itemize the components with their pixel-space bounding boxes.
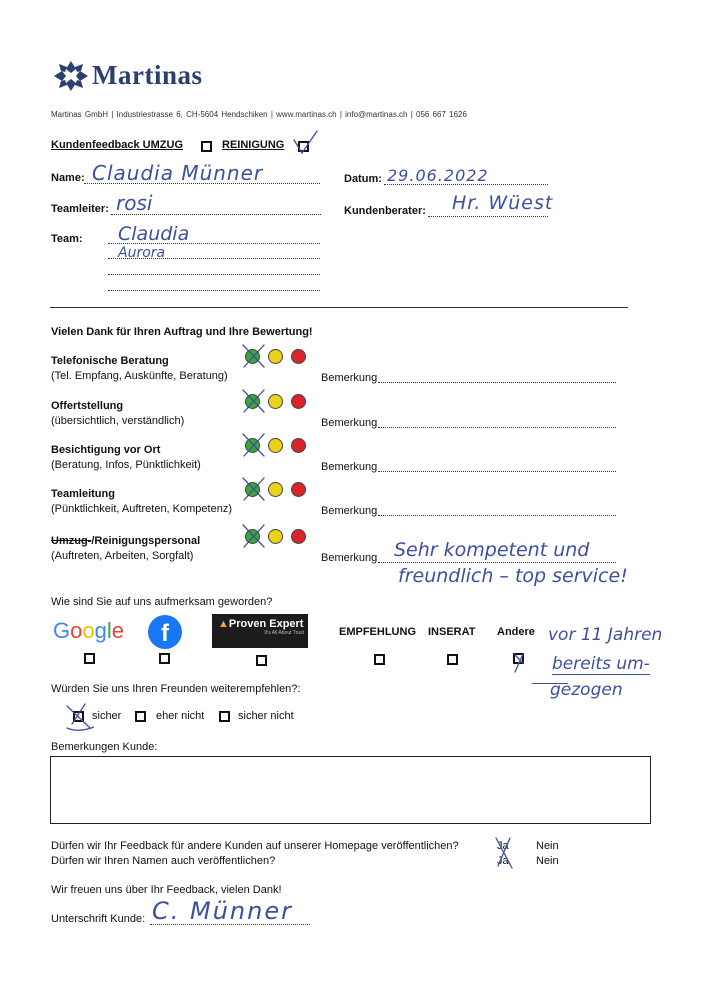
rating-title-text: Telefonische Beratung — [51, 355, 169, 367]
remark-label-0: Bemerkung — [321, 372, 378, 384]
remark-label-3: Bemerkung — [321, 505, 378, 517]
company-logo-text: Martinas — [92, 60, 203, 90]
umzug-checkbox[interactable] — [201, 141, 212, 152]
rating-good-check-mark-icon — [240, 474, 268, 504]
proven-expert-title: Proven Expert — [228, 618, 304, 630]
andere-check-mark-icon — [512, 652, 528, 676]
proven-expert-tagline: It's All About Trust — [264, 630, 304, 636]
empfehlung-checkbox[interactable] — [374, 654, 385, 665]
rating-subtitle-4: (Auftreten, Arbeiten, Sorgfalt) — [51, 550, 194, 562]
rating-neutral-smiley-icon[interactable] — [268, 482, 283, 497]
rating-neutral-smiley-icon[interactable] — [268, 394, 283, 409]
kundenberater-field[interactable]: Hr. Wüest — [452, 192, 554, 214]
rating-title-0 — [51, 355, 169, 367]
reinigung-label: REINIGUNG — [222, 139, 285, 151]
rating-subtitle-1: (übersichtlich, verständlich) — [51, 415, 185, 427]
remark-field-4[interactable]: Sehr kompetent und — [394, 539, 590, 561]
publish-q1-nein[interactable]: Nein — [536, 840, 559, 852]
datum-label: Datum: — [344, 173, 382, 185]
publish-ja-cross-icon — [492, 836, 516, 872]
rating-title-2 — [51, 444, 160, 456]
remark-label-4: Bemerkung — [321, 552, 378, 564]
reinigung-check-mark-icon — [290, 128, 320, 158]
remark-field-2[interactable] — [380, 458, 616, 472]
publish-q2-ja[interactable]: Ja — [497, 855, 509, 867]
company-address: Martinas GmbH | Industriestrasse 6, CH-5604 Hendschiken | www.martinas.ch | info@martinas.ch | 056 667 1626 — [51, 110, 467, 119]
publish-question-2: Dürfen wir Ihren Namen auch veröffentlichen? — [51, 855, 276, 867]
rating-neutral-smiley-icon[interactable] — [268, 438, 283, 453]
remark-field-0[interactable] — [380, 369, 616, 383]
rating-subtitle-0: (Tel. Empfang, Auskünfte, Beratung) — [51, 370, 228, 382]
proven-expert-checkbox[interactable] — [256, 655, 267, 666]
empfehlung-label: EMPFEHLUNG — [339, 626, 416, 638]
teamleiter-field[interactable]: rosi — [116, 191, 153, 215]
rating-bad-smiley-icon[interactable] — [291, 438, 306, 453]
recommend-eher-nicht-label: eher nicht — [156, 710, 205, 722]
martinas-logo-icon — [53, 60, 89, 92]
recommend-eher-nicht-checkbox[interactable] — [135, 711, 146, 722]
remark-field-1[interactable] — [380, 414, 616, 428]
rating-title-text: /Reinigungspersonal — [91, 535, 201, 547]
publish-question-1: Dürfen wir Ihr Feedback für andere Kunden auf unserer Homepage veröffentlichen? — [51, 840, 459, 852]
rating-title-struck: Umzug- — [51, 535, 92, 547]
rating-subtitle-2: (Beratung, Infos, Pünktlichkeit) — [51, 459, 201, 471]
rating-bad-smiley-icon[interactable] — [291, 529, 306, 544]
rating-bad-smiley-icon[interactable] — [291, 394, 306, 409]
source-question: Wie sind Sie auf uns aufmerksam geworden? — [51, 596, 273, 608]
remarks-textarea[interactable] — [50, 756, 651, 824]
andere-note-line1[interactable]: vor 11 Jahren — [548, 625, 663, 645]
rating-good-check-mark-icon — [240, 521, 268, 551]
publish-q2-nein[interactable]: Nein — [536, 855, 559, 867]
rating-intro: Vielen Dank für Ihren Auftrag und Ihre Bewertung! — [51, 326, 313, 338]
rating-neutral-smiley-icon[interactable] — [268, 349, 283, 364]
proven-expert-logo: ▲Proven Expert It's All About Trust — [212, 614, 308, 648]
rating-subtitle-3: (Pünktlichkeit, Auftreten, Kompetenz) — [51, 503, 232, 515]
kundenberater-label: Kundenberater: — [344, 205, 426, 217]
google-logo: Google — [53, 618, 125, 643]
rating-title-text: Offertstellung — [51, 400, 124, 412]
recommend-question: Würden Sie uns Ihren Freunden weiterempfehlen?: — [51, 683, 301, 695]
remark-label-2: Bemerkung — [321, 461, 378, 473]
team-label: Team: — [51, 233, 83, 245]
rating-good-check-mark-icon — [240, 386, 268, 416]
rating-good-check-mark-icon — [240, 430, 268, 460]
signature-field[interactable]: C. Münner — [152, 897, 293, 925]
teamleiter-label: Teamleiter: — [51, 203, 109, 215]
form-title: Kundenfeedback UMZUG — [51, 139, 184, 151]
facebook-logo-icon: f — [148, 615, 182, 649]
thanks-text: Wir freuen uns über Ihr Feedback, vielen Dank! — [51, 884, 282, 896]
rating-title-1 — [51, 400, 123, 412]
remark-label-1: Bemerkung — [321, 417, 378, 429]
andere-label: Andere — [497, 626, 535, 638]
andere-note-line2[interactable]: bereits um- — [552, 654, 650, 674]
sicher-check-mark-icon — [64, 700, 94, 732]
andere-note-line3[interactable]: gezogen — [550, 680, 623, 700]
publish-q1-ja[interactable]: Ja — [497, 840, 509, 852]
name-label: Name: — [51, 172, 85, 184]
recommend-sicher-nicht-checkbox[interactable] — [219, 711, 230, 722]
name-field[interactable]: Claudia Münner — [92, 161, 264, 185]
rating-bad-smiley-icon[interactable] — [291, 349, 306, 364]
rating-title-4 — [51, 535, 200, 547]
team-member-2[interactable]: Aurora — [118, 245, 166, 261]
rating-title-text: Besichtigung vor Ort — [51, 444, 161, 456]
datum-field[interactable]: 29.06.2022 — [387, 166, 489, 185]
team-member-1[interactable]: Claudia — [118, 223, 190, 245]
google-checkbox[interactable] — [84, 653, 95, 664]
remarks-label: Bemerkungen Kunde: — [51, 741, 158, 753]
rating-neutral-smiley-icon[interactable] — [268, 529, 283, 544]
rating-bad-smiley-icon[interactable] — [291, 482, 306, 497]
recommend-sicher-nicht-label: sicher nicht — [238, 710, 294, 722]
rating-title-3 — [51, 488, 115, 500]
rating-good-check-mark-icon — [240, 341, 268, 371]
inserat-checkbox[interactable] — [447, 654, 458, 665]
rating-title-text: Teamleitung — [51, 488, 115, 500]
signature-label: Unterschrift Kunde: — [51, 913, 146, 925]
remark-field-3[interactable] — [380, 502, 616, 516]
recommend-sicher-label: sicher — [92, 710, 122, 722]
remark-personal-line2[interactable]: freundlich – top service! — [398, 565, 628, 587]
inserat-label: INSERAT — [428, 626, 476, 638]
facebook-checkbox[interactable] — [159, 653, 170, 664]
